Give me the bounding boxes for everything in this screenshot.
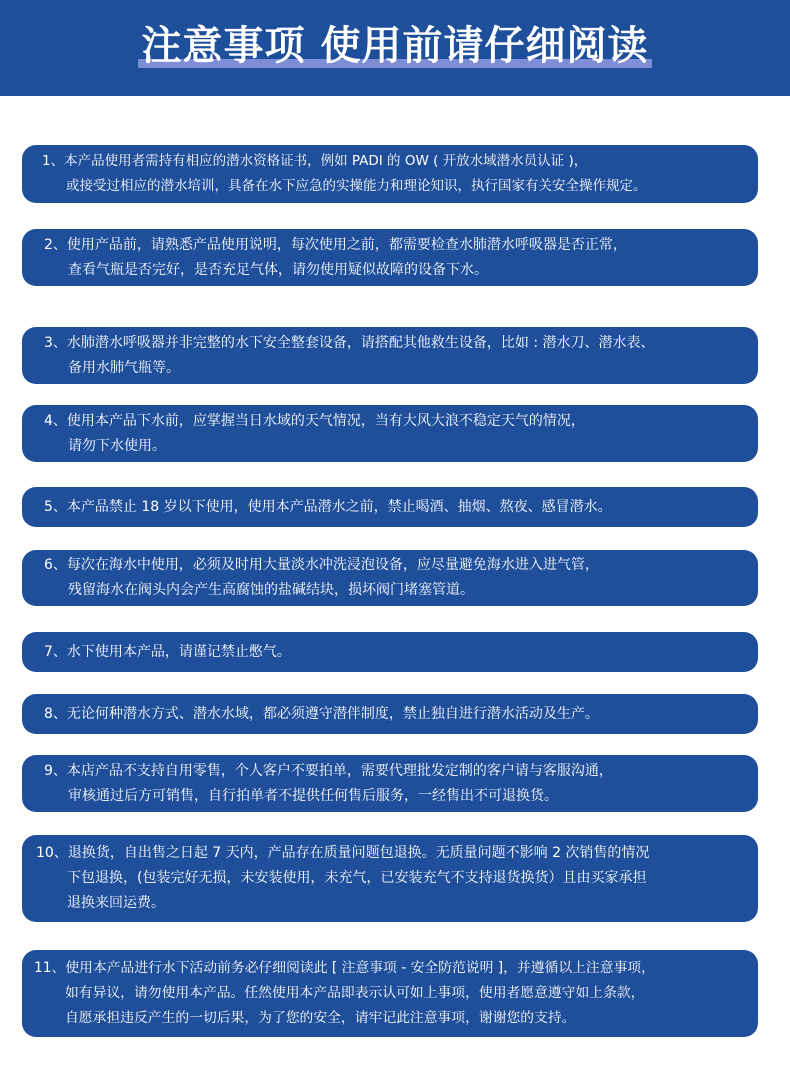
notice-item-6 bbox=[22, 550, 758, 606]
notice-item-9 bbox=[22, 755, 758, 812]
notice-6-line-2: 残留海水在阀头内会产生高腐蚀的盐碱结块，损坏阀门堵塞管道。 bbox=[68, 582, 474, 598]
notice-item-2 bbox=[22, 229, 758, 286]
notice-1-line-1: 1、本产品使用者需持有相应的潜水资格证书，例如 PADI 的 OW ( 开放水域潜水员认证 )， bbox=[42, 153, 588, 169]
notice-item-8 bbox=[22, 694, 758, 734]
page-title bbox=[142, 18, 649, 74]
notice-10-line-3: 退换来回运费。 bbox=[67, 895, 165, 911]
notice-item-3 bbox=[22, 327, 758, 384]
notice-9-line-1: 9、本店产品不支持自用零售，个人客户不要拍单，需要代理批发定制的客户请与客服沟通， bbox=[44, 762, 613, 779]
notice-item-5 bbox=[22, 487, 758, 527]
notice-5-line-1: 5、本产品禁止 18 岁以下使用，使用本产品潜水之前，禁止喝酒、抽烟、熬夜、感冒潜水。 bbox=[44, 498, 612, 515]
notice-7-line-1: 7、水下使用本产品，请谨记禁止憋气。 bbox=[44, 643, 291, 660]
notice-9-line-2: 审核通过后方可销售，自行拍单者不提供任何售后服务，一经售出不可退换货。 bbox=[68, 787, 558, 804]
title-wrap bbox=[0, 18, 790, 74]
notice-item-4 bbox=[22, 405, 758, 462]
notice-6-line-1: 6、每次在海水中使用，必须及时用大量淡水冲洗浸泡设备，应尽量避免海水进入进气管， bbox=[44, 557, 599, 573]
notice-2-line-2: 查看气瓶是否完好，是否充足气体，请勿使用疑似故障的设备下水。 bbox=[68, 261, 488, 278]
notice-11-line-2: 如有异议，请勿使用本产品。任然使用本产品即表示认可如上事项，使用者愿意遵守如上条款， bbox=[65, 985, 645, 1001]
notice-item-7 bbox=[22, 632, 758, 672]
notice-item-11 bbox=[22, 950, 758, 1037]
notice-4-line-1: 4、使用本产品下水前，应掌握当日水域的天气情况，当有大风大浪不稳定天气的情况， bbox=[44, 412, 585, 429]
notice-item-1 bbox=[22, 145, 758, 203]
notice-1-line-2: 或接受过相应的潜水培训，具备在水下应急的实操能力和理论知识，执行国家有关安全操作规定。 bbox=[66, 178, 647, 194]
notice-4-line-2: 请勿下水使用。 bbox=[68, 437, 166, 454]
notice-10-line-1: 10、退换货，自出售之日起 7 天内，产品存在质量问题包退换。无质量问题不影响 2 次销售的情况 bbox=[36, 845, 650, 861]
notice-2-line-1: 2、使用产品前，请熟悉产品使用说明，每次使用之前，都需要检查水肺潜水呼吸器是否正常， bbox=[44, 236, 627, 253]
notice-3-line-1: 3、水肺潜水呼吸器并非完整的水下安全整套设备，请搭配其他救生设备，比如 : 潜水刀、潜水表、 bbox=[44, 334, 655, 351]
notice-11-line-3: 自愿承担违反产生的一切后果，为了您的安全，请牢记此注意事项，谢谢您的支持。 bbox=[65, 1010, 576, 1026]
notice-11-line-1: 11、使用本产品进行水下活动前务必仔细阅读此 [ 注意事项 - 安全防范说明 ]，并遵循以上注意事项， bbox=[34, 960, 655, 976]
notice-8-line-1: 8、无论何种潜水方式、潜水水域，都必须遵守潜伴制度，禁止独自进行潜水活动及生产。 bbox=[44, 705, 599, 722]
notice-3-line-2: 备用水肺气瓶等。 bbox=[68, 359, 180, 376]
page-title-text: 注意事项 使用前请仔细阅读 bbox=[141, 23, 649, 69]
notice-item-10 bbox=[22, 835, 758, 922]
notice-10-line-2: 下包退换，(包装完好无损，未安装使用，未充气，已安装充气不支持退货换货）且由买家承担 bbox=[67, 870, 647, 886]
header-banner bbox=[0, 0, 790, 96]
